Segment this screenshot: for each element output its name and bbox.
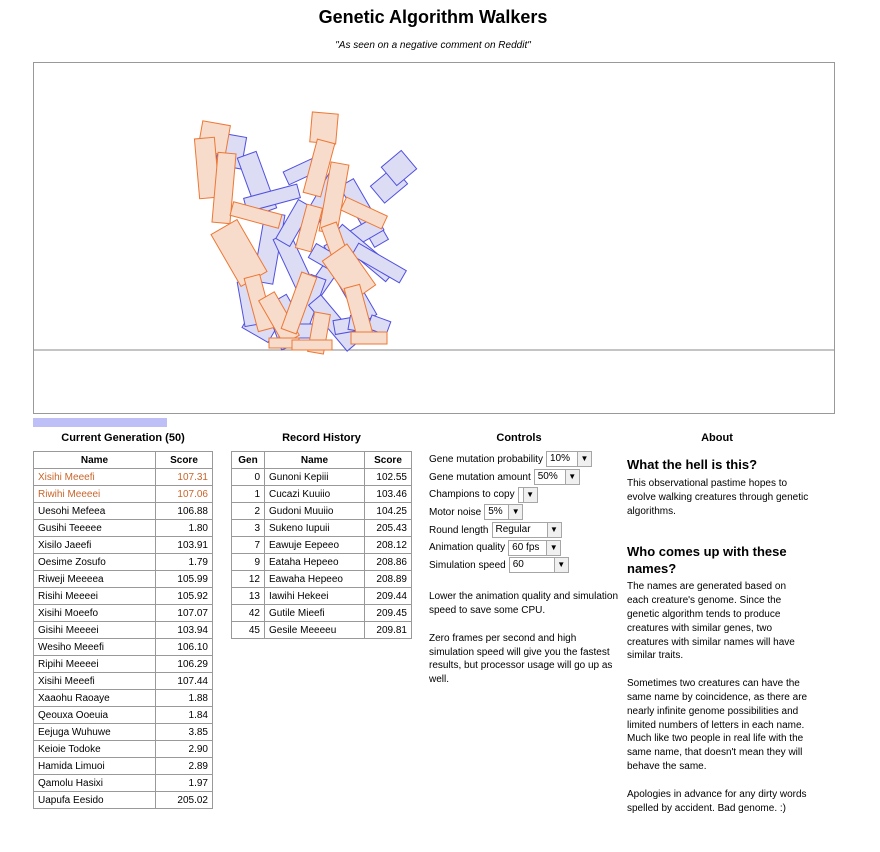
chevron-down-icon[interactable]: ▼ (508, 505, 522, 519)
walker-score: 205.02 (156, 792, 213, 809)
table-row (34, 690, 213, 707)
walker-score: 1.80 (156, 520, 213, 537)
walker-name: Eejuga Wuhuwe (34, 724, 156, 741)
table-row (34, 605, 213, 622)
control-row (429, 504, 614, 522)
table-row (34, 469, 213, 486)
table-row (232, 469, 412, 486)
record-score: 208.89 (365, 571, 412, 588)
table-row (34, 673, 213, 690)
table-row (232, 503, 412, 520)
walker-score: 105.92 (156, 588, 213, 605)
record-score: 208.86 (365, 554, 412, 571)
table-row (34, 741, 213, 758)
controls-heading: Controls (496, 432, 542, 444)
record-score: 103.46 (365, 486, 412, 503)
controls-note-cpu: Lower the animation quality and simulation speed to save some CPU. (429, 591, 618, 616)
walker-name: Qeouxa Ooeuia (34, 707, 156, 724)
column-header-score: Score (156, 452, 213, 469)
control-label: Gene mutation probability (429, 454, 543, 465)
table-row (34, 656, 213, 673)
champion-body-part (351, 332, 387, 344)
controls-note-speed: Zero frames per second and high simulation speed will give you the fastest results, but processor usage will go up as well. (429, 633, 613, 685)
walker-name: Wesiho Meeefi (34, 639, 156, 656)
table-row (232, 537, 412, 554)
champion-body-part (292, 340, 332, 350)
column-header-name: Name (265, 452, 365, 469)
table-row (34, 775, 213, 792)
table-row (34, 639, 213, 656)
table-row (34, 554, 213, 571)
walker-score: 2.90 (156, 741, 213, 758)
chevron-down-icon[interactable]: ▼ (577, 452, 591, 466)
simulation-canvas (33, 62, 835, 414)
record-gen: 3 (232, 520, 265, 537)
record-name: Eataha Hepeeo (265, 554, 365, 571)
table-row (34, 758, 213, 775)
record-name: Eawuje Eepeeo (265, 537, 365, 554)
about-answer-what: This observational pastime hopes to evolve walking creatures through genetic algorithms. (627, 478, 809, 517)
walker-name: Xisilo Jaeefi (34, 537, 156, 554)
table-row (232, 622, 412, 639)
record-score: 209.44 (365, 588, 412, 605)
table-row (232, 605, 412, 622)
control-select[interactable] (518, 487, 538, 503)
walker-score: 1.88 (156, 690, 213, 707)
record-name: Gunoni Kepiii (265, 469, 365, 486)
walker-name: Risihi Meeeei (34, 588, 156, 605)
record-gen: 42 (232, 605, 265, 622)
record-name: Sukeno Iupuii (265, 520, 365, 537)
record-gen: 45 (232, 622, 265, 639)
record-gen: 12 (232, 571, 265, 588)
table-row (232, 486, 412, 503)
table-row (232, 588, 412, 605)
generation-progress-bar (33, 418, 167, 427)
about-answer-names-3: Apologies in advance for any dirty words spelled by accident. Bad genome. :) (627, 788, 807, 814)
control-row (429, 557, 614, 575)
about-question-names: Who comes up with these names? (627, 544, 787, 577)
walker-name: Oesime Zosufo (34, 554, 156, 571)
walker-name: Xisihi Moeefo (34, 605, 156, 622)
record-gen: 0 (232, 469, 265, 486)
walker-name: Uapufa Eesido (34, 792, 156, 809)
walker-score: 105.99 (156, 571, 213, 588)
generation-table (33, 451, 213, 809)
control-select-value: 10% (549, 453, 570, 465)
table-row (34, 486, 213, 503)
table-row (232, 554, 412, 571)
table-row (34, 571, 213, 588)
walker-name: Qamolu Hasixi (34, 775, 156, 792)
record-gen: 2 (232, 503, 265, 520)
record-score: 205.43 (365, 520, 412, 537)
record-score: 209.45 (365, 605, 412, 622)
walker-score: 1.97 (156, 775, 213, 792)
record-gen: 1 (232, 486, 265, 503)
control-label: Animation quality (429, 542, 506, 554)
walker-score: 2.89 (156, 758, 213, 775)
chevron-down-icon[interactable]: ▼ (565, 470, 579, 484)
control-select-value: 60 (512, 559, 524, 571)
table-row (34, 707, 213, 724)
table-row (34, 724, 213, 741)
record-score: 209.81 (365, 622, 412, 639)
walker-name: Riwihi Meeeei (34, 486, 156, 503)
table-row (34, 622, 213, 639)
walker-score: 106.29 (156, 656, 213, 673)
walker-score: 107.06 (156, 486, 213, 503)
table-row (34, 520, 213, 537)
walker-score: 107.44 (156, 673, 213, 690)
walker-score: 103.94 (156, 622, 213, 639)
walker-name: Gusihi Teeeee (34, 520, 156, 537)
control-label: Motor noise (429, 507, 482, 519)
about-question-what: What the hell is this? (627, 457, 758, 472)
table-row (232, 571, 412, 588)
walker-name: Xisihi Meeefi (34, 469, 156, 486)
walkers-scene (34, 63, 835, 414)
chevron-down-icon[interactable]: ▼ (546, 541, 560, 555)
control-label: Round length (429, 524, 489, 536)
walker-name: Xisihi Meeefi (34, 673, 156, 690)
chevron-down-icon[interactable]: ▼ (523, 488, 537, 502)
about-answer-names-2: Sometimes two creatures can have the same name by coincidence, as there are nearly infinite genome possibilities and limited numbers of letters in each name. Much like two people in real life with the same name, that doesn't mean they will behave the same. (627, 678, 808, 772)
record-score: 208.12 (365, 537, 412, 554)
record-heading: Record History (282, 432, 361, 444)
control-select-value: 5% (488, 506, 503, 518)
record-gen: 13 (232, 588, 265, 605)
walker-score: 1.79 (156, 554, 213, 571)
control-label: Champions to copy (429, 489, 515, 501)
page-title: Genetic Algorithm Walkers (318, 7, 548, 27)
control-row (429, 469, 614, 487)
control-select-value: Regular (495, 524, 531, 536)
record-score: 102.55 (365, 469, 412, 486)
table-row (34, 503, 213, 520)
control-select-value: 50% (537, 471, 558, 483)
walker-name: Ripihi Meeeei (34, 656, 156, 673)
control-label: Simulation speed (429, 560, 506, 572)
walker-name: Riweji Meeeea (34, 571, 156, 588)
record-name: Gesile Meeeeu (265, 622, 365, 639)
walker-name: Keioie Todoke (34, 741, 156, 758)
walker-score: 106.88 (156, 503, 213, 520)
walker-name: Uesohi Mefeea (34, 503, 156, 520)
walker-score: 1.84 (156, 707, 213, 724)
walker-score: 107.31 (156, 469, 213, 486)
generation-heading: Current Generation (50) (61, 432, 185, 444)
about-answer-names-1: The names are generated based on each creature's genome. Since the genetic algorithm tends to produce creatures with similar genes, two creatures with similar names will have similar traits. (627, 581, 795, 662)
control-row (429, 539, 614, 557)
about-heading: About (701, 432, 733, 444)
table-row (34, 792, 213, 809)
control-select[interactable] (546, 451, 592, 467)
walker-score: 3.85 (156, 724, 213, 741)
record-name: Cucazi Kuuiio (265, 486, 365, 503)
table-row (34, 588, 213, 605)
control-row (429, 522, 614, 540)
control-select[interactable] (492, 522, 562, 538)
control-label: Gene mutation amount (429, 471, 531, 483)
record-score: 104.25 (365, 503, 412, 520)
walker-name: Gisihi Meeeei (34, 622, 156, 639)
record-gen: 7 (232, 537, 265, 554)
control-select[interactable] (534, 469, 580, 485)
walker-score: 107.07 (156, 605, 213, 622)
chevron-down-icon[interactable]: ▼ (547, 523, 561, 537)
record-name: Gudoni Muuiio (265, 503, 365, 520)
control-select[interactable] (508, 540, 561, 556)
walker-score: 103.91 (156, 537, 213, 554)
walker-name: Hamida Limuoi (34, 758, 156, 775)
control-row (429, 451, 614, 469)
table-row (232, 520, 412, 537)
record-gen: 9 (232, 554, 265, 571)
champion-body-part (310, 112, 339, 144)
record-name: Eawaha Hepeeo (265, 571, 365, 588)
control-select-value: 60 fps (512, 541, 540, 553)
walker-name: Xaaohu Raoaye (34, 690, 156, 707)
chevron-down-icon[interactable]: ▼ (554, 558, 568, 572)
control-row (429, 486, 614, 504)
column-header-score: Score (365, 452, 412, 469)
about-panel (627, 456, 809, 815)
record-name: Gutile Mieefi (265, 605, 365, 622)
column-header-name: Name (34, 452, 156, 469)
record-table (231, 451, 412, 639)
controls-panel (429, 451, 618, 685)
record-name: Iawihi Hekeei (265, 588, 365, 605)
page-subtitle: "As seen on a negative comment on Reddit" (335, 40, 531, 51)
walker-score: 106.10 (156, 639, 213, 656)
column-header-gen: Gen (232, 452, 265, 469)
control-select[interactable] (509, 557, 569, 573)
control-select[interactable] (484, 504, 523, 520)
table-row (34, 537, 213, 554)
